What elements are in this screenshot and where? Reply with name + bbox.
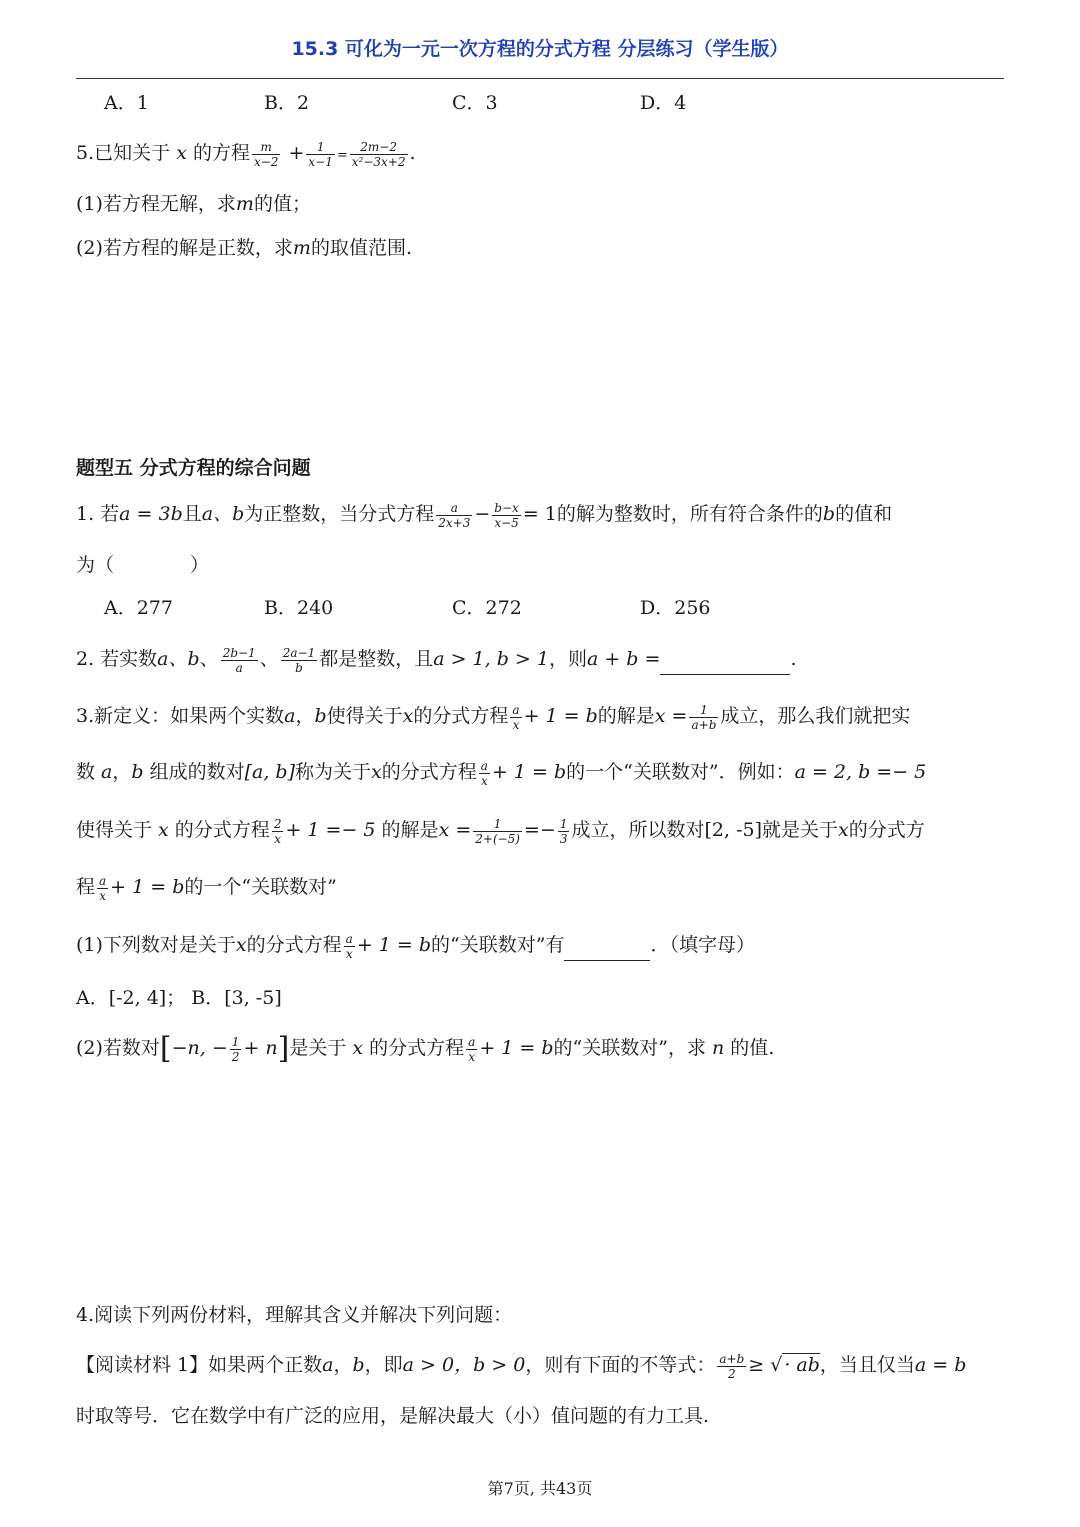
s1-stem-line2: 为（ ） — [76, 554, 210, 576]
fraction: $\frac{a}{x}$ — [468, 1034, 476, 1064]
section-heading: 题型五 分式方程的综合问题 — [76, 457, 311, 479]
option-b: B．240 — [264, 597, 334, 619]
s3-line1: 3.新定义：如果两个实数a，b使得关于x的分式方程 $\frac{a}{x}$ + 1 = b的解是x = $\frac{1}{a+b}$ 成立，那么我们就把实 — [76, 702, 911, 732]
s3-part2: (2)若数对[−n, − $\frac{1}{2}$ + n]是关于 x 的分式方程 $\frac{a}{x}$ + 1 = b的“关联数对”，求 n 的值. — [76, 1031, 775, 1066]
q5-stem — [76, 139, 416, 170]
q5-part1: (1)若方程无解，求m的值； — [76, 193, 311, 215]
fraction: $\frac{1}{x-1}$ — [308, 139, 333, 169]
fraction: $\frac{a}{x}$ — [512, 702, 520, 732]
option-a: A．1 — [104, 92, 149, 114]
page-footer: 第7页, 共43页 — [487, 1479, 593, 1498]
fraction: $\frac{2m-2}{\text{x²−3x+2}}$ — [351, 139, 406, 169]
s4-line2: 【阅读材料 1】如果两个正数a，b，即a > 0，b > 0，则有下面的不等式： $\frac{a+b}{2}$ ≥ √ · ab，当且仅当a = b — [76, 1351, 967, 1381]
s1-options — [76, 594, 711, 622]
s2-stem: 2. 若实数a、b、 $\frac{2b-1}{a}$ 、 $\frac{2a-1}{b}$ 都是整数，且a > 1, b > 1，则a + b = . — [76, 645, 797, 675]
answer-blank[interactable] — [564, 940, 650, 961]
option-d: D．4 — [640, 92, 687, 114]
fraction: $\frac{a}{x}$ — [345, 931, 353, 961]
s3-options: A．[-2, 4]； B．[3, -5] — [76, 987, 282, 1009]
fraction: $\frac{1}{2}$ — [231, 1034, 240, 1064]
s1-stem: 1. 若a = 3b且a、b为正整数，当分式方程 $\frac{a}{2x+3}$ − $\frac{b-x}{x-5}$ = 1的解为整数时，所有符合条件的b的值和 — [76, 500, 893, 530]
option-d: D．256 — [640, 597, 711, 619]
fraction: $\frac{2}{x}$ — [273, 816, 282, 846]
option-a: A．277 — [104, 597, 173, 619]
answer-blank[interactable] — [660, 654, 790, 675]
period: . — [409, 142, 416, 164]
fraction: $\frac{a}{x}$ — [99, 873, 107, 903]
equals-sign: = — [336, 148, 348, 163]
s4-line3: 时取等号．它在数学中有广泛的应用，是解决最大（小）值问题的有力工具. — [76, 1405, 710, 1427]
fraction: $\frac{m}{x-2}$ — [253, 139, 279, 169]
fraction: $\frac{a}{x}$ — [480, 758, 488, 788]
fraction: $\frac{1}{3}$ — [559, 816, 568, 846]
fraction: $\frac{2b-1}{a}$ — [222, 645, 256, 675]
q4-options — [76, 89, 686, 117]
var-x: x — [176, 142, 187, 164]
fraction: $\frac{1}{2+(-5)}$ — [475, 816, 520, 846]
q5-part2: (2)若方程的解是正数，求m的取值范围. — [76, 237, 412, 259]
plus-sign: + — [288, 142, 305, 164]
option-c: C．3 — [452, 92, 498, 114]
s4-line1: 4.阅读下列两份材料，理解其含义并解决下列问题： — [76, 1304, 513, 1326]
fraction: $\frac{b-x}{x-5}$ — [494, 500, 519, 530]
fraction: $\frac{a+b}{2}$ — [719, 1351, 745, 1381]
fraction: $\frac{2a-1}{b}$ — [282, 645, 316, 675]
header-divider — [76, 78, 1004, 79]
s3-line2: 数 a，b 组成的数对[a, b]称为关于x的分式方程 $\frac{a}{x}$ + 1 = b的一个“关联数对”．例如：a = 2, b =− 5 — [76, 758, 927, 788]
s3-line3: 使得关于 x 的分式方程 $\frac{2}{x}$ + 1 =− 5 的解是x = $\frac{1}{2+(-5)}$ =− $\frac{1}{3}$ 成立，所以数对[2, -5]就是关于x的分式方 — [76, 816, 925, 846]
fraction: $\frac{a}{2x+3}$ — [438, 500, 471, 530]
s3-line4: 程 $\frac{a}{x}$ + 1 = b的一个“关联数对” — [76, 873, 337, 903]
fraction: $\frac{1}{a+b}$ — [691, 702, 717, 732]
q5-text: 的方程 — [192, 142, 250, 164]
option-b: B．2 — [264, 92, 310, 114]
option-c: C．272 — [452, 597, 522, 619]
q5-text: 5.已知关于 — [76, 142, 171, 164]
page-title: 15.3 可化为一元一次方程的分式方程 分层练习（学生版） — [291, 38, 789, 60]
s3-part1: (1)下列数对是关于x的分式方程 $\frac{a}{x}$ + 1 = b的“关联数对”有 ．（填字母） — [76, 931, 755, 961]
